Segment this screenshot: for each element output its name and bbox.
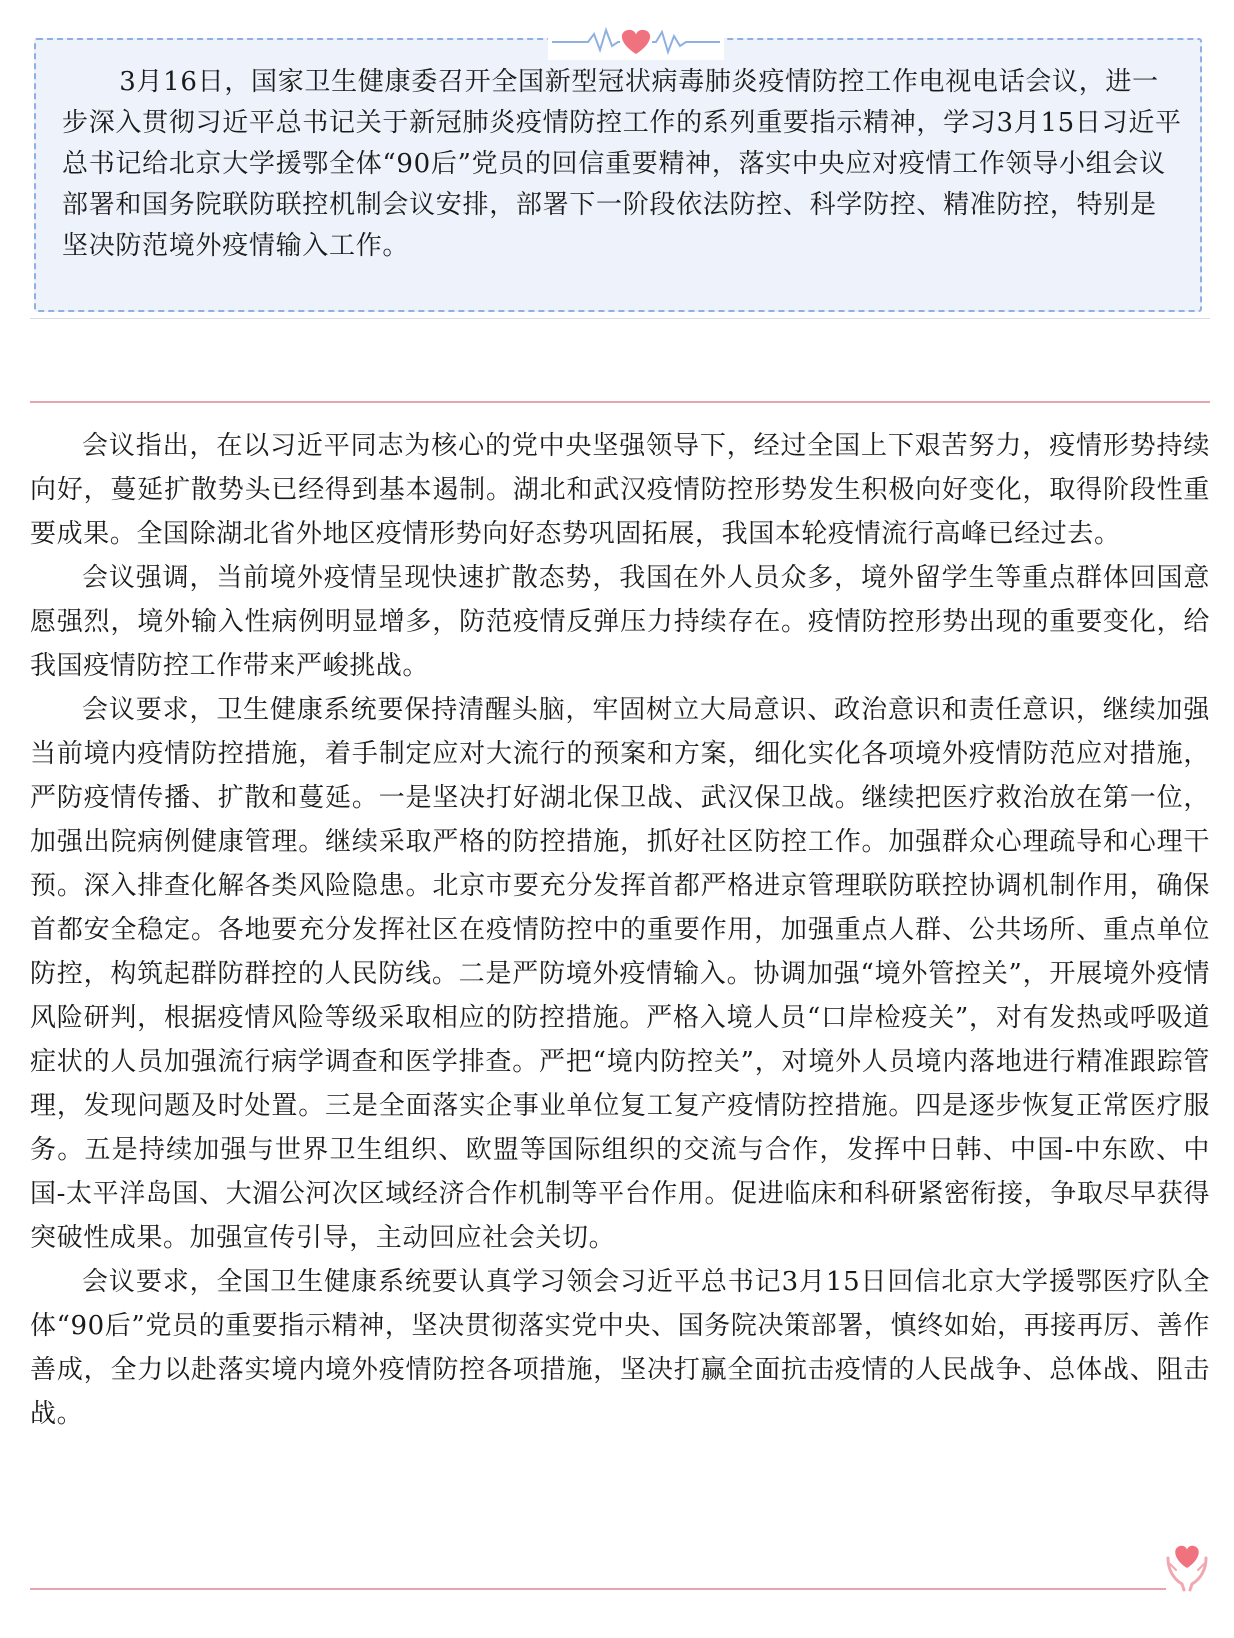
top-divider xyxy=(30,401,1210,403)
paragraph-2: 会议强调，当前境外疫情呈现快速扩散态势，我国在外人员众多，境外留学生等重点群体回国意愿强烈，境外输入性病例明显增多，防范疫情反弹压力持续存在。疫情防控形势出现的重要变化，给我国疫情防控工作带来严峻挑战。 xyxy=(30,563,1210,681)
bottom-divider xyxy=(30,1588,1166,1590)
paragraph-3: 会议要求，卫生健康系统要保持清醒头脑，牢固树立大局意识、政治意识和责任意识，继续加强当前境内疫情防控措施，着手制定应对大流行的预案和方案，细化实化各项境外疫情防范应对措施，严防疫情传播、扩散和蔓延。一是坚决打好湖北保卫战、武汉保卫战。继续把医疗救治放在第一位，加强出院病例健康管理。继续采取严格的防控措施，抓好社区防控工作。加强群众心理疏导和心理干预。深入排查化解各类风险隐患。北京市要充分发挥首都严格进京管理联防联控协调机制作用，确保首都安全稳定。各地要充分发挥社区在疫情防控中的重要作用，加强重点人群、公共场所、重点单位防控，构筑起群防群控的人民防线。二是严防境外疫情输入。协调加强“境外管控关”，开展境外疫情风险研判，根据疫情风险等级采取相应的防控措施。严格入境人员“口岸检疫关”，对有发热或呼吸道症状的人员加强流行病学调查和医学排查。严把“境内防控关”，对境外人员境内落地进行精准跟踪管理，发现问题及时处置。三是全面落实企事业单位复工复产疫情防控措施。四是逐步恢复正常医疗服务。五是持续加强与世界卫生组织、欧盟等国际组织的交流与合作，发挥中日韩、中国-中东欧、中国-太平洋岛国、大湄公河次区域经济合作机制等平台作用。促进临床和科研紧密衔接，争取尽早获得突破性成果。加强宣传引导，主动回应社会关切。 xyxy=(30,695,1210,1253)
paragraph-4: 会议要求，全国卫生健康系统要认真学习领会习近平总书记3月15日回信北京大学援鄂医疗队全体“90后”党员的重要指示精神，坚决贯彻落实党中央、国务院决策部署，慎终如始，再接再厉、善作善成，全力以赴落实境内境外疫情防控各项措施，坚决打赢全面抗击疫情的人民战争、总体战、阻击战。 xyxy=(30,1267,1210,1429)
paragraph-1: 会议指出，在以习近平同志为核心的党中央坚强领导下，经过全国上下艰苦努力，疫情形势持续向好，蔓延扩散势头已经得到基本遏制。湖北和武汉疫情防控形势发生积极向好变化，取得阶段性重要成果。全国除湖北省外地区疫情形势向好态势巩固拓展，我国本轮疫情流行高峰已经过去。 xyxy=(30,431,1210,549)
article-body xyxy=(30,424,1210,1436)
heart-in-hands-icon xyxy=(1162,1538,1212,1592)
intro-paragraph: 3月16日，国家卫生健康委召开全国新型冠状病毒肺炎疫情防控工作电视电话会议，进一步深入贯彻习近平总书记关于新冠肺炎疫情防控工作的系列重要指示精神，学习3月15日习近平总书记给北京大学援鄂全体“90后”党员的回信重要精神，落实中央应对疫情工作领导小组会议部署和国务院联防联控机制会议安排，部署下一阶段依法防控、科学防控、精准防控，特别是坚决防范境外疫情输入工作。 xyxy=(62,67,1182,261)
heartbeat-heart-icon xyxy=(548,20,724,60)
intro-box-shadow xyxy=(30,318,1210,319)
